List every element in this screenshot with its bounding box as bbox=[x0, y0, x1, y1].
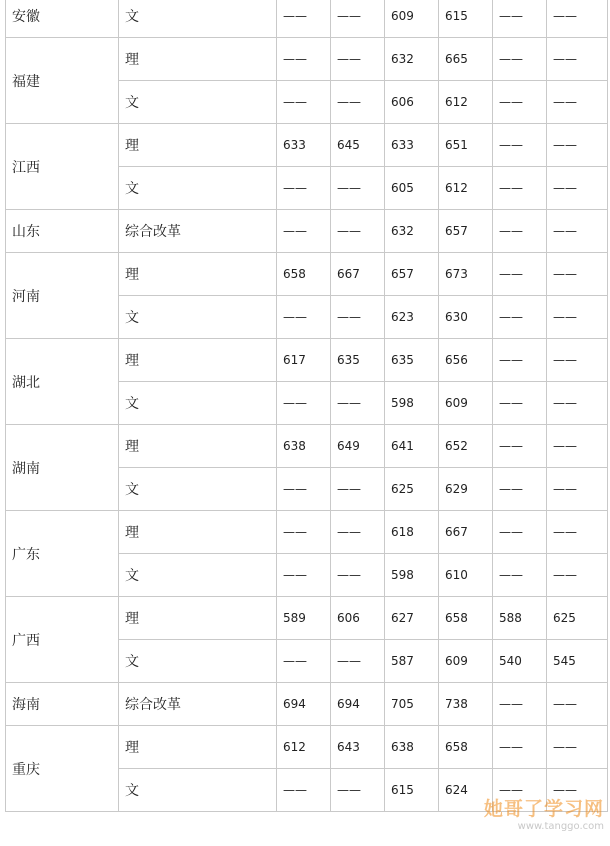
score-cell: 641 bbox=[385, 425, 439, 468]
score-cell: —— bbox=[493, 554, 547, 597]
score-cell: —— bbox=[547, 0, 608, 38]
province-cell: 山东 bbox=[6, 210, 119, 253]
province-cell: 湖北 bbox=[6, 339, 119, 425]
track-cell: 理 bbox=[119, 511, 277, 554]
score-cell: —— bbox=[547, 726, 608, 769]
score-cell: —— bbox=[493, 38, 547, 81]
table-row bbox=[6, 425, 608, 468]
score-cell: —— bbox=[493, 726, 547, 769]
score-cell: —— bbox=[493, 81, 547, 124]
score-cell: —— bbox=[493, 167, 547, 210]
score-cell: —— bbox=[547, 339, 608, 382]
score-cell: 694 bbox=[331, 683, 385, 726]
score-cell: —— bbox=[331, 511, 385, 554]
watermark-text: 她哥了学习网 bbox=[483, 798, 604, 820]
score-cell: 609 bbox=[439, 382, 493, 425]
score-cell: 738 bbox=[439, 683, 493, 726]
score-cell: 618 bbox=[385, 511, 439, 554]
score-cell: —— bbox=[547, 769, 608, 812]
score-cell: —— bbox=[493, 683, 547, 726]
score-cell: 606 bbox=[331, 597, 385, 640]
score-cell: 625 bbox=[385, 468, 439, 511]
score-cell: 651 bbox=[439, 124, 493, 167]
table-row bbox=[6, 339, 608, 382]
score-cell: 635 bbox=[385, 339, 439, 382]
score-cell: 635 bbox=[331, 339, 385, 382]
score-cell: 656 bbox=[439, 339, 493, 382]
score-cell: 632 bbox=[385, 210, 439, 253]
track-cell: 理 bbox=[119, 425, 277, 468]
score-cell: 658 bbox=[277, 253, 331, 296]
score-cell: 610 bbox=[439, 554, 493, 597]
score-cell: 612 bbox=[277, 726, 331, 769]
score-cell: —— bbox=[493, 769, 547, 812]
score-cell: —— bbox=[331, 81, 385, 124]
track-cell: 综合改革 bbox=[119, 683, 277, 726]
score-cell: —— bbox=[493, 382, 547, 425]
track-cell: 文 bbox=[119, 382, 277, 425]
table-row bbox=[6, 210, 608, 253]
score-cell: —— bbox=[547, 683, 608, 726]
score-cell: —— bbox=[493, 296, 547, 339]
score-cell: 615 bbox=[385, 769, 439, 812]
score-cell: 605 bbox=[385, 167, 439, 210]
track-cell: 文 bbox=[119, 81, 277, 124]
track-cell: 文 bbox=[119, 0, 277, 38]
province-cell: 河南 bbox=[6, 253, 119, 339]
score-cell: 652 bbox=[439, 425, 493, 468]
province-cell: 江西 bbox=[6, 124, 119, 210]
score-cell: —— bbox=[493, 339, 547, 382]
score-cell: 540 bbox=[493, 640, 547, 683]
score-cell: 606 bbox=[385, 81, 439, 124]
score-cell: 609 bbox=[439, 640, 493, 683]
score-cell: —— bbox=[277, 81, 331, 124]
track-cell: 综合改革 bbox=[119, 210, 277, 253]
admission-score-table bbox=[5, 0, 608, 812]
score-cell: 625 bbox=[547, 597, 608, 640]
score-cell: 649 bbox=[331, 425, 385, 468]
score-cell: —— bbox=[547, 468, 608, 511]
score-cell: —— bbox=[277, 640, 331, 683]
score-cell: —— bbox=[493, 253, 547, 296]
score-cell: —— bbox=[331, 769, 385, 812]
score-cell: 645 bbox=[331, 124, 385, 167]
score-cell: 633 bbox=[277, 124, 331, 167]
score-cell: 609 bbox=[385, 0, 439, 38]
score-cell: 638 bbox=[385, 726, 439, 769]
score-cell: —— bbox=[547, 210, 608, 253]
table-row bbox=[6, 253, 608, 296]
score-cell: —— bbox=[277, 769, 331, 812]
score-cell: —— bbox=[547, 38, 608, 81]
track-cell: 文 bbox=[119, 769, 277, 812]
score-cell: —— bbox=[331, 210, 385, 253]
score-cell: 633 bbox=[385, 124, 439, 167]
table-body bbox=[6, 0, 608, 812]
score-cell: 667 bbox=[439, 511, 493, 554]
score-cell: 589 bbox=[277, 597, 331, 640]
track-cell: 理 bbox=[119, 597, 277, 640]
province-cell: 海南 bbox=[6, 683, 119, 726]
score-cell: 612 bbox=[439, 167, 493, 210]
score-cell: 657 bbox=[439, 210, 493, 253]
score-cell: —— bbox=[493, 468, 547, 511]
score-cell: 643 bbox=[331, 726, 385, 769]
score-cell: —— bbox=[547, 253, 608, 296]
score-cell: 694 bbox=[277, 683, 331, 726]
table-row bbox=[6, 124, 608, 167]
score-cell: 658 bbox=[439, 726, 493, 769]
score-cell: —— bbox=[547, 81, 608, 124]
score-cell: —— bbox=[331, 468, 385, 511]
score-cell: 598 bbox=[385, 382, 439, 425]
province-cell: 广东 bbox=[6, 511, 119, 597]
score-cell: 665 bbox=[439, 38, 493, 81]
score-cell: —— bbox=[493, 511, 547, 554]
score-cell: —— bbox=[277, 554, 331, 597]
score-cell: 630 bbox=[439, 296, 493, 339]
watermark-url: www.tanggo.com bbox=[517, 821, 604, 832]
province-cell: 广西 bbox=[6, 597, 119, 683]
score-cell: 627 bbox=[385, 597, 439, 640]
score-cell: —— bbox=[547, 554, 608, 597]
track-cell: 理 bbox=[119, 124, 277, 167]
score-cell: —— bbox=[331, 167, 385, 210]
score-cell: —— bbox=[277, 38, 331, 81]
score-cell: —— bbox=[277, 296, 331, 339]
score-cell: 629 bbox=[439, 468, 493, 511]
score-cell: —— bbox=[277, 0, 331, 38]
score-cell: —— bbox=[331, 296, 385, 339]
table-row bbox=[6, 511, 608, 554]
province-cell: 重庆 bbox=[6, 726, 119, 812]
track-cell: 文 bbox=[119, 468, 277, 511]
track-cell: 文 bbox=[119, 640, 277, 683]
score-cell: 588 bbox=[493, 597, 547, 640]
track-cell: 文 bbox=[119, 554, 277, 597]
score-cell: —— bbox=[277, 382, 331, 425]
score-cell: —— bbox=[493, 0, 547, 38]
score-cell: 623 bbox=[385, 296, 439, 339]
score-cell: 673 bbox=[439, 253, 493, 296]
track-cell: 理 bbox=[119, 38, 277, 81]
score-cell: —— bbox=[493, 210, 547, 253]
score-cell: —— bbox=[331, 38, 385, 81]
score-cell: —— bbox=[331, 554, 385, 597]
score-cell: 705 bbox=[385, 683, 439, 726]
score-cell: —— bbox=[277, 210, 331, 253]
score-cell: 658 bbox=[439, 597, 493, 640]
score-cell: 545 bbox=[547, 640, 608, 683]
table-row bbox=[6, 0, 608, 38]
score-cell: 587 bbox=[385, 640, 439, 683]
score-cell: —— bbox=[277, 468, 331, 511]
province-cell: 福建 bbox=[6, 38, 119, 124]
score-cell: —— bbox=[331, 640, 385, 683]
score-cell: —— bbox=[277, 167, 331, 210]
score-cell: 667 bbox=[331, 253, 385, 296]
province-cell: 安徽 bbox=[6, 0, 119, 38]
score-cell: 598 bbox=[385, 554, 439, 597]
score-cell: —— bbox=[331, 382, 385, 425]
score-cell: 617 bbox=[277, 339, 331, 382]
track-cell: 理 bbox=[119, 726, 277, 769]
table-row bbox=[6, 683, 608, 726]
track-cell: 文 bbox=[119, 296, 277, 339]
score-cell: —— bbox=[547, 124, 608, 167]
score-cell: —— bbox=[493, 425, 547, 468]
score-cell: 624 bbox=[439, 769, 493, 812]
track-cell: 文 bbox=[119, 167, 277, 210]
score-cell: 657 bbox=[385, 253, 439, 296]
table-row bbox=[6, 597, 608, 640]
score-cell: —— bbox=[277, 511, 331, 554]
score-cell: 638 bbox=[277, 425, 331, 468]
table-row bbox=[6, 726, 608, 769]
score-cell: 612 bbox=[439, 81, 493, 124]
score-cell: —— bbox=[331, 0, 385, 38]
score-cell: —— bbox=[547, 296, 608, 339]
track-cell: 理 bbox=[119, 339, 277, 382]
track-cell: 理 bbox=[119, 253, 277, 296]
score-cell: —— bbox=[547, 425, 608, 468]
province-cell: 湖南 bbox=[6, 425, 119, 511]
score-cell: 615 bbox=[439, 0, 493, 38]
score-cell: —— bbox=[547, 511, 608, 554]
score-cell: 632 bbox=[385, 38, 439, 81]
score-cell: —— bbox=[547, 382, 608, 425]
score-cell: —— bbox=[493, 124, 547, 167]
score-cell: —— bbox=[547, 167, 608, 210]
table-row bbox=[6, 38, 608, 81]
